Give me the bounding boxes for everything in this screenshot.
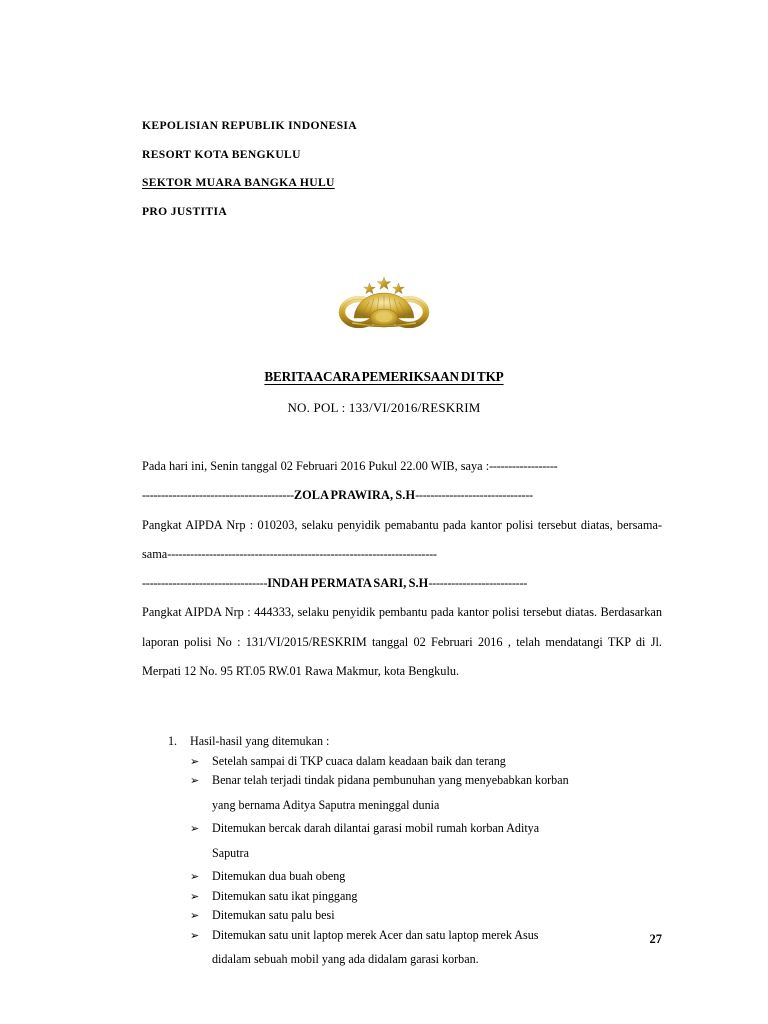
arrow-bullet-icon: ➢ <box>190 928 200 942</box>
list-item <box>142 867 662 887</box>
list-item <box>142 887 662 907</box>
body-line-officer-2 <box>142 569 662 598</box>
arrow-bullet-icon: ➢ <box>190 870 200 883</box>
arrow-bullet-icon: ➢ <box>190 754 200 768</box>
title-block <box>0 368 768 417</box>
arrow-bullet-icon: ➢ <box>190 889 200 903</box>
list-item-continuation: Saputra <box>212 845 249 860</box>
body-opening-dashes: ------------------ <box>489 459 558 473</box>
officer-1-details-text: Pangkat AIPDA Nrp : 010203, selaku penyidik pemabantu pada kantor polisi tersebut diatas, bersama-sama <box>142 517 662 561</box>
list-item-text: Benar telah terjadi tindak pidana pembunuhan yang menyebabkan korban <box>212 773 569 787</box>
body-paragraph-officer-1-details <box>142 511 662 570</box>
list-item-continuation: didalam sebuah mobil yang ada didalam garasi korban. <box>212 952 479 966</box>
arrow-bullet-icon: ➢ <box>190 774 200 787</box>
list-item-text: Setelah sampai di TKP cuaca dalam keadaan baik dan terang <box>212 753 506 768</box>
list-item <box>142 752 662 772</box>
findings-heading-label: Hasil-hasil yang ditemukan : <box>190 734 330 748</box>
officer-1-name: ZOLA PRAWIRA, S.H <box>293 488 416 503</box>
emblem-container <box>0 276 768 328</box>
letterhead <box>142 112 662 226</box>
body-line-opening <box>142 452 662 481</box>
list-item <box>142 771 662 791</box>
list-item-text: Ditemukan satu ikat pinggang <box>212 888 358 903</box>
list-item-text: Ditemukan satu unit laptop merek Acer dan satu laptop merek Asus <box>212 927 539 942</box>
page-title: BERITA ACARA PEMERIKSAAN DI TKP <box>264 369 504 384</box>
findings-number: 1. <box>168 734 178 748</box>
officer-2-dashes-left: --------------------------------- <box>142 576 268 591</box>
body-line-officer-1 <box>142 481 662 510</box>
arrow-bullet-icon: ➢ <box>190 909 200 922</box>
officer-2-name: INDAH PERMATA SARI, S.H <box>267 576 429 591</box>
officer-2-dashes-right: -------------------------- <box>428 576 528 591</box>
list-item <box>142 819 662 839</box>
document-number: NO. POL : 133/VI/2016/RESKRIM <box>287 400 481 415</box>
list-item-continuation: yang bernama Aditya Saputra meninggal dunia <box>212 797 440 812</box>
officer-1-details-dashes: ----------------------------------------------------------------------- <box>167 546 437 561</box>
body-opening-text: Pada hari ini, Senin tanggal 02 Februari 2016 Pukul 22.00 WIB, saya : <box>142 459 490 473</box>
body-paragraph-officer-2-details: Pangkat AIPDA Nrp : 444333, selaku penyidik pembantu pada kantor polisi tersebut diatas. Berdasarkan laporan polisi No : 131/VI/2015/RESKRIM tanggal 02 Februari 2016 , telah mendatangi TKP di Jl. Merpati 12 No. 95 RT.05 RW.01 Rawa Makmur, kota Bengkulu. <box>142 605 662 679</box>
list-item-text: Ditemukan dua buah obeng <box>212 869 346 883</box>
list-item-text: Ditemukan bercak darah dilantai garasi mobil rumah korban Aditya <box>212 821 540 835</box>
document-body <box>142 452 662 686</box>
letterhead-line-agency: KEPOLISIAN REPUBLIK INDONESIA <box>142 119 358 132</box>
findings-heading <box>142 732 662 752</box>
arrow-bullet-icon: ➢ <box>190 822 200 835</box>
page-number: 27 <box>649 932 662 946</box>
indonesian-police-emblem-icon <box>338 276 430 328</box>
letterhead-line-sector: SEKTOR MUARA BANGKA HULU <box>142 176 335 189</box>
list-item-text: Ditemukan satu palu besi <box>212 908 335 922</box>
letterhead-line-pro-justitia: PRO JUSTITIA <box>142 204 228 218</box>
letterhead-line-resort: RESORT KOTA BENGKULU <box>142 147 301 161</box>
list-item <box>142 906 662 926</box>
officer-1-dashes-right: ------------------------------- <box>415 488 533 503</box>
officer-1-dashes-left: ---------------------------------------- <box>142 488 294 503</box>
